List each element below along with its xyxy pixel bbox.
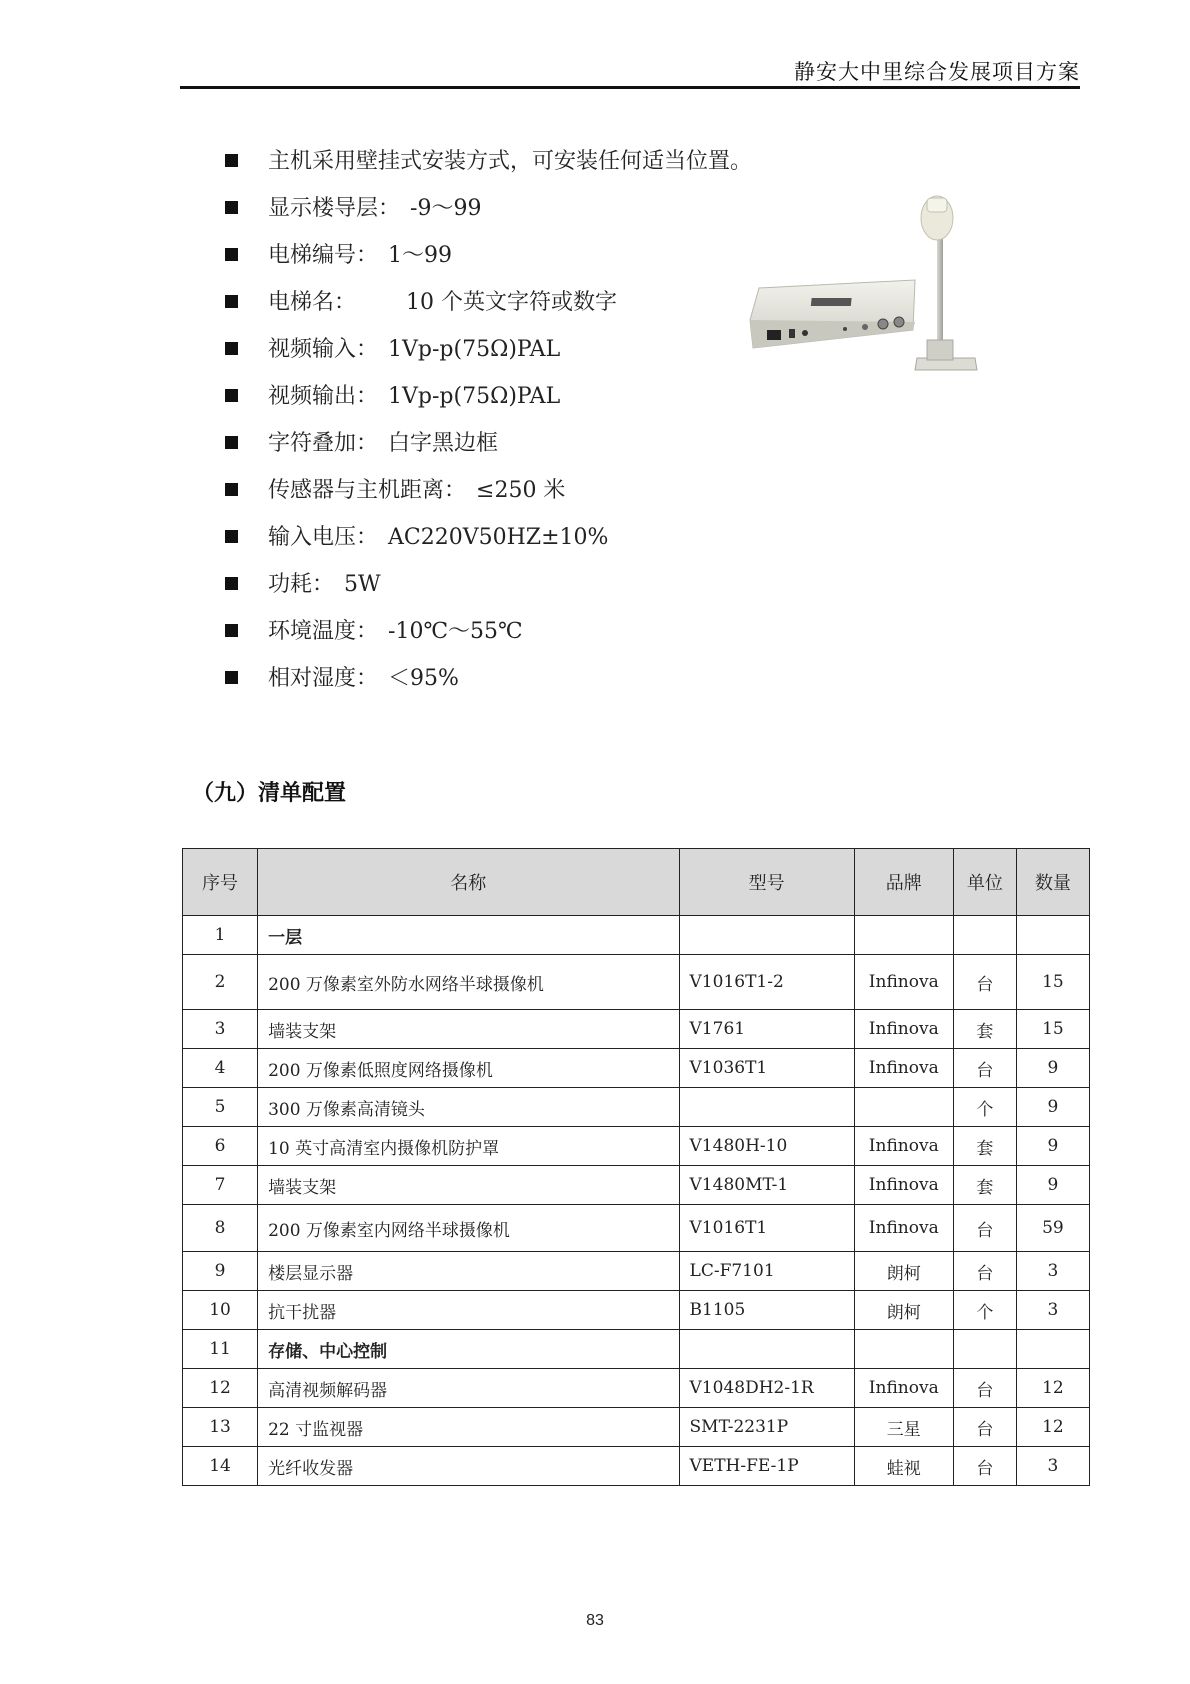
cell-unit: 台 [953,955,1016,1010]
cell-quantity: 9 [1016,1127,1089,1166]
cell-name: 高清视频解码器 [258,1369,679,1408]
cell-brand [854,1088,953,1127]
cell-name: 光纤收发器 [258,1447,679,1486]
spec-value: ≤250 米 [476,478,566,503]
bullet-square-icon [225,671,238,684]
cell-brand: 朗柯 [854,1252,953,1291]
spec-item [225,608,752,655]
cell-brand: Infinova [854,955,953,1010]
spec-item [225,420,752,467]
cell-unit [953,916,1016,955]
spec-item [225,655,752,702]
table-row [183,1291,1090,1330]
cell-index: 9 [183,1252,258,1291]
spec-item [225,373,752,420]
cell-quantity: 15 [1016,1010,1089,1049]
spec-item [225,467,752,514]
cell-quantity: 12 [1016,1408,1089,1447]
indicator-icon [843,327,847,331]
cell-unit: 套 [953,1010,1016,1049]
cell-unit: 台 [953,1369,1016,1408]
spec-value: AC220V50HZ±10% [388,525,609,550]
spec-label: 视频输入： [268,337,379,362]
cell-index: 3 [183,1010,258,1049]
table-row [183,1010,1090,1049]
cell-index: 13 [183,1408,258,1447]
cell-model [679,1088,854,1127]
port-icon [862,324,868,330]
spec-value: 5W [344,572,381,597]
page-number: 83 [586,1612,604,1629]
spec-label: 环境温度： [268,619,379,644]
header-title: 静安大中里综合发展项目方案 [794,60,1080,84]
sensor-pole [937,230,943,350]
table-row [183,1127,1090,1166]
cell-quantity: 59 [1016,1205,1089,1252]
spec-value: ＜95% [388,666,459,691]
cell-index: 10 [183,1291,258,1330]
cell-model: B1105 [679,1291,854,1330]
cell-model: V1016T1 [679,1205,854,1252]
cell-brand: 蛙视 [854,1447,953,1486]
bom-table [182,848,1090,1486]
spec-label: 相对湿度： [268,666,379,691]
spec-value: 1Vp-p(75Ω)PAL [388,337,561,362]
cell-quantity: 3 [1016,1447,1089,1486]
table-row [183,1205,1090,1252]
table-row [183,1447,1090,1486]
cell-quantity: 9 [1016,1049,1089,1088]
power-switch-icon [789,329,795,338]
cell-unit: 台 [953,1252,1016,1291]
table-row [183,1330,1090,1369]
bullet-square-icon [225,436,238,449]
lcd-window [811,298,852,306]
bullet-square-icon [225,201,238,214]
cell-model: V1480MT-1 [679,1166,854,1205]
spec-value: -9～99 [410,196,482,221]
sensor-cap [927,198,947,212]
header-rule [180,86,1080,89]
spec-label: 传感器与主机距离： [268,478,467,503]
cell-model: VETH-FE-1P [679,1447,854,1486]
cell-index: 2 [183,955,258,1010]
cell-name: 200 万像素低照度网络摄像机 [258,1049,679,1088]
cell-brand: Infinova [854,1010,953,1049]
cell-name: 10 英寸高清室内摄像机防护罩 [258,1127,679,1166]
cell-unit: 台 [953,1205,1016,1252]
cell-brand: 朗柯 [854,1291,953,1330]
cell-unit: 套 [953,1127,1016,1166]
cell-model: LC-F7101 [679,1252,854,1291]
cell-index: 1 [183,916,258,955]
spec-item [225,232,752,279]
cell-quantity: 3 [1016,1291,1089,1330]
cell-quantity [1016,916,1089,955]
spec-label: 功耗： [268,572,335,597]
header-unit: 单位 [953,849,1016,916]
header-brand: 品牌 [854,849,953,916]
table-row [183,1252,1090,1291]
cell-unit: 个 [953,1291,1016,1330]
spec-item [225,561,752,608]
spec-item [225,185,752,232]
cell-name: 墙装支架 [258,1166,679,1205]
bullet-square-icon [225,530,238,543]
cell-model: SMT-2231P [679,1408,854,1447]
cell-index: 4 [183,1049,258,1088]
table-row [183,955,1090,1010]
spec-item [225,326,752,373]
spec-label: 视频输出： [268,384,379,409]
bullet-square-icon [225,577,238,590]
bullet-square-icon [225,154,238,167]
bullet-square-icon [225,389,238,402]
cell-model [679,916,854,955]
cell-brand [854,1330,953,1369]
table-row [183,1408,1090,1447]
section-heading: （九）清单配置 [192,780,347,806]
cell-name: 存储、中心控制 [258,1330,679,1369]
spec-value: 10 个英文字符或数字 [406,290,618,315]
table-row [183,1088,1090,1127]
spec-value: -10℃～55℃ [388,619,523,644]
cell-brand: Infinova [854,1166,953,1205]
cell-index: 5 [183,1088,258,1127]
spec-label: 主机采用壁挂式安装方式，可安装任何适当位置。 [268,149,753,174]
cell-index: 8 [183,1205,258,1252]
cell-model: V1048DH2-1R [679,1369,854,1408]
cell-index: 14 [183,1447,258,1486]
cell-unit: 套 [953,1166,1016,1205]
cell-quantity: 15 [1016,955,1089,1010]
cell-name: 200 万像素室内网络半球摄像机 [258,1205,679,1252]
cell-unit: 台 [953,1408,1016,1447]
cell-unit: 台 [953,1447,1016,1486]
port-icon [802,330,808,336]
spec-value: 1～99 [388,243,453,268]
cell-quantity: 12 [1016,1369,1089,1408]
bullet-square-icon [225,295,238,308]
cell-model: V1036T1 [679,1049,854,1088]
cell-index: 6 [183,1127,258,1166]
bullet-square-icon [225,342,238,355]
cell-brand: Infinova [854,1127,953,1166]
cell-name: 一层 [258,916,679,955]
spec-label: 输入电压： [268,525,379,550]
cell-name: 200 万像素室外防水网络半球摄像机 [258,955,679,1010]
table-header-row [183,849,1090,916]
cell-brand [854,916,953,955]
cell-index: 12 [183,1369,258,1408]
spec-value: 1Vp-p(75Ω)PAL [388,384,561,409]
spec-value: 白字黑边框 [388,431,499,456]
cell-brand: Infinova [854,1369,953,1408]
table-row [183,1369,1090,1408]
bullet-square-icon [225,624,238,637]
cell-name: 墙装支架 [258,1010,679,1049]
cell-model: V1016T1-2 [679,955,854,1010]
cell-unit [953,1330,1016,1369]
spec-list [225,138,752,702]
cell-brand: Infinova [854,1205,953,1252]
cell-name: 抗干扰器 [258,1291,679,1330]
floor-display-device-photo [745,190,985,390]
cell-quantity: 9 [1016,1166,1089,1205]
power-socket-icon [767,330,781,340]
bnc-connector-icon [894,317,904,327]
table-row [183,1166,1090,1205]
cell-model: V1761 [679,1010,854,1049]
cell-quantity: 3 [1016,1252,1089,1291]
spec-label: 显示楼导层： [268,196,401,221]
table-row [183,1049,1090,1088]
cell-brand: Infinova [854,1049,953,1088]
cell-unit: 台 [953,1049,1016,1088]
cell-brand: 三星 [854,1408,953,1447]
spec-item [225,514,752,561]
cell-name: 楼层显示器 [258,1252,679,1291]
cell-index: 7 [183,1166,258,1205]
bullet-square-icon [225,483,238,496]
cell-index: 11 [183,1330,258,1369]
bnc-connector-icon [878,319,888,329]
cell-unit: 个 [953,1088,1016,1127]
spec-item [225,279,752,326]
bullet-square-icon [225,248,238,261]
header-model: 型号 [679,849,854,916]
cell-quantity: 9 [1016,1088,1089,1127]
header-index: 序号 [183,849,258,916]
spec-item [225,138,752,185]
cell-name: 22 寸监视器 [258,1408,679,1447]
cell-model: V1480H-10 [679,1127,854,1166]
header-name: 名称 [258,849,679,916]
table-row [183,916,1090,955]
sensor-bracket [927,340,953,360]
cell-quantity [1016,1330,1089,1369]
spec-label: 电梯名： [268,290,357,315]
cell-model [679,1330,854,1369]
header-quantity: 数量 [1016,849,1089,916]
spec-label: 字符叠加： [268,431,379,456]
spec-label: 电梯编号： [268,243,379,268]
cell-name: 300 万像素高清镜头 [258,1088,679,1127]
